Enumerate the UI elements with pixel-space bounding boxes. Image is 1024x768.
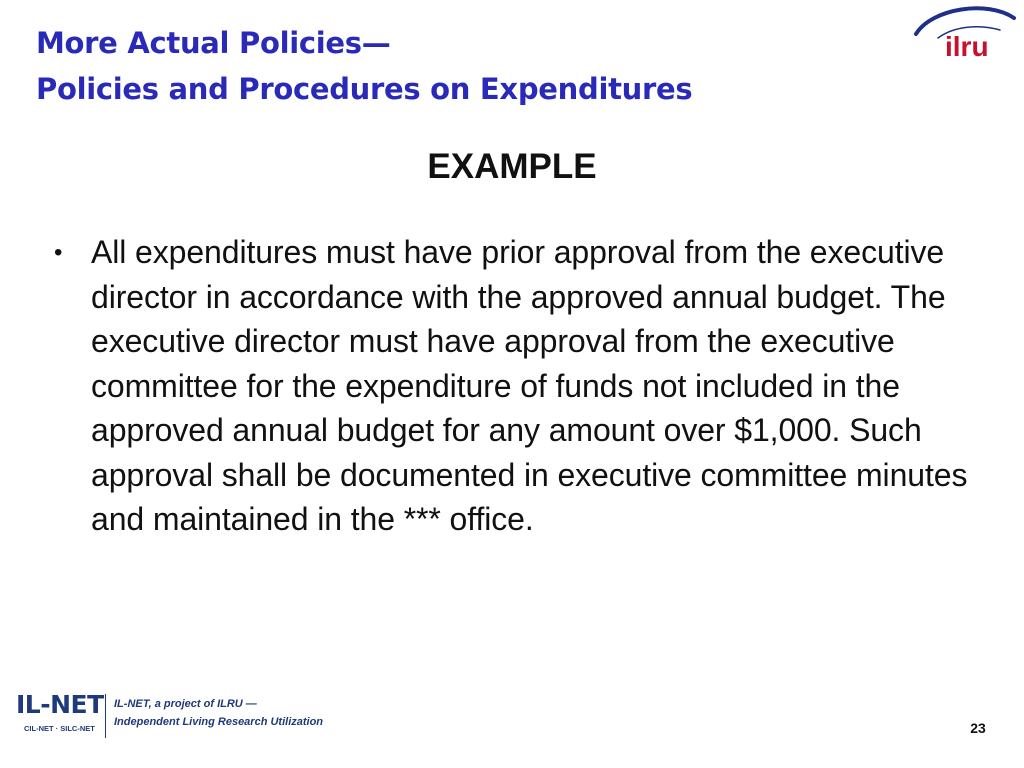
bullet-text: All expenditures must have prior approval from the executive director in accordance with the approved annual budget. The executive director must have approval from the executive committee for the expenditure of funds not included in the approved annual budget for any amount over $1,000. Such approval shall be documented in executive committee minutes and maintained in the *** office. bbox=[91, 234, 968, 537]
footer-tagline-line-1: IL-NET, a project of ILRU — bbox=[114, 698, 257, 710]
footer-divider bbox=[105, 694, 106, 738]
ilru-logo-text: ilru bbox=[945, 31, 989, 62]
slide-title bbox=[36, 20, 896, 112]
il-net-logo-icon bbox=[16, 690, 346, 746]
bullet-icon: • bbox=[54, 239, 63, 266]
footer-tagline-line-2: Independent Living Research Utilization bbox=[114, 716, 324, 728]
ilru-logo-icon bbox=[910, 4, 1020, 62]
title-line-2: Policies and Procedures on Expenditures bbox=[36, 72, 693, 106]
footer-tagline bbox=[114, 695, 323, 731]
page-number: 23 bbox=[970, 720, 986, 736]
il-net-subtitle: CIL-NET · SILC-NET bbox=[24, 724, 95, 733]
example-heading: EXAMPLE bbox=[427, 147, 597, 186]
title-line-1: More Actual Policies— bbox=[36, 26, 391, 60]
bullet-list bbox=[48, 230, 988, 542]
il-net-wordmark: IL-NET bbox=[16, 690, 104, 719]
list-item bbox=[48, 230, 988, 542]
